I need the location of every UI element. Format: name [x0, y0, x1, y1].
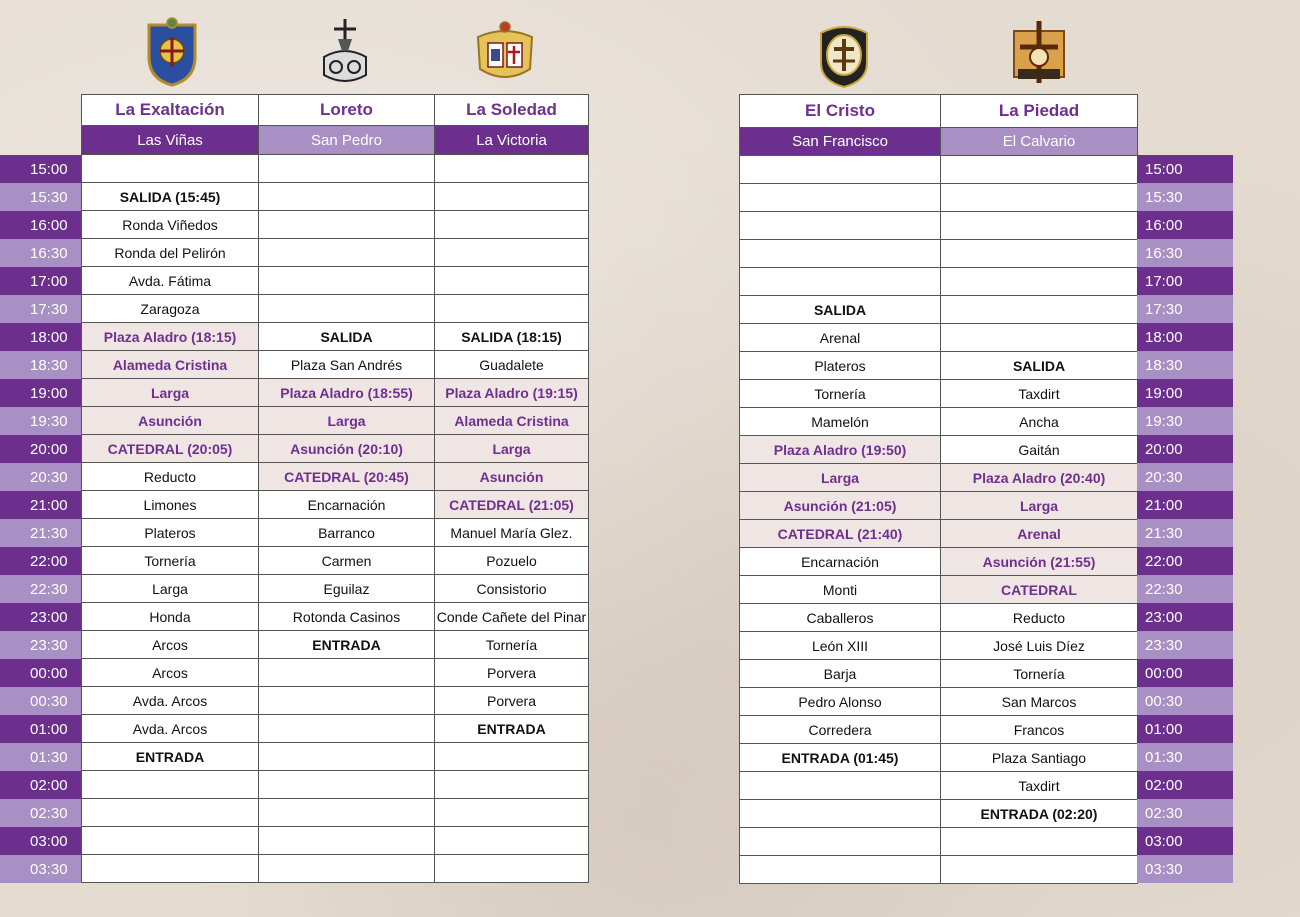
table-row: [740, 268, 1138, 296]
table-row: [82, 743, 589, 771]
time-slot: 02:30: [1137, 799, 1233, 827]
schedule-cell: [82, 827, 259, 855]
schedule-cell: SALIDA: [259, 323, 435, 351]
table-row: [740, 184, 1138, 212]
time-column-right: [1137, 155, 1219, 883]
schedule-cell: [740, 156, 941, 184]
table-row: [740, 212, 1138, 240]
time-slot: 15:00: [0, 155, 82, 183]
time-slot: 19:30: [1137, 407, 1233, 435]
schedule-cell: Ronda del Pelirón: [82, 239, 259, 267]
table-row: [82, 183, 589, 211]
table-row: [740, 324, 1138, 352]
schedule-cell: [259, 687, 435, 715]
cristo-crest-icon: [813, 19, 875, 89]
schedule-cell: [740, 856, 941, 884]
church-name: San Pedro: [259, 126, 435, 155]
schedule-cell: León XIII: [740, 632, 941, 660]
time-slot: 22:30: [1137, 575, 1233, 603]
schedule-cell: Avda. Fátima: [82, 267, 259, 295]
schedule-cell: Asunción: [82, 407, 259, 435]
schedule-cell: [259, 771, 435, 799]
table-row: [740, 240, 1138, 268]
table-row: [82, 491, 589, 519]
time-slot: 22:00: [1137, 547, 1233, 575]
schedule-cell: Avda. Arcos: [82, 715, 259, 743]
schedule-cell: Reducto: [82, 463, 259, 491]
schedule-cell: Plaza Aladro (18:15): [82, 323, 259, 351]
table-row: [740, 352, 1138, 380]
schedule-cell: CATEDRAL (21:05): [435, 491, 589, 519]
time-slot: 18:00: [1137, 323, 1233, 351]
schedule-cell: [740, 240, 941, 268]
schedule-cell: Arenal: [941, 520, 1138, 548]
schedule-cell: Ronda Viñedos: [82, 211, 259, 239]
schedule-cell: [259, 239, 435, 267]
table-row: [740, 800, 1138, 828]
table-row: [740, 744, 1138, 772]
table-row: [82, 575, 589, 603]
table-row: [82, 827, 589, 855]
time-slot: 20:30: [1137, 463, 1233, 491]
schedule-cell: SALIDA: [941, 352, 1138, 380]
schedule-cell: Taxdirt: [941, 772, 1138, 800]
schedule-cell: [259, 211, 435, 239]
schedule-cell: Arcos: [82, 659, 259, 687]
table-row: [740, 464, 1138, 492]
schedule-cell: Encarnación: [740, 548, 941, 576]
table-row: [82, 407, 589, 435]
schedule-cell: Encarnación: [259, 491, 435, 519]
schedule-cell: [740, 800, 941, 828]
schedule-cell: [740, 828, 941, 856]
schedule-cell: Consistorio: [435, 575, 589, 603]
time-slot: 01:00: [0, 715, 82, 743]
schedule-cell: Larga: [82, 575, 259, 603]
table-row: [740, 688, 1138, 716]
schedule-cell: Plateros: [82, 519, 259, 547]
schedule-cell: Honda: [82, 603, 259, 631]
schedule-cell: Barja: [740, 660, 941, 688]
table-row: [740, 828, 1138, 856]
time-slot: 16:30: [1137, 239, 1233, 267]
time-slot: 16:00: [1137, 211, 1233, 239]
table-row: [740, 772, 1138, 800]
schedule-cell: [259, 659, 435, 687]
time-slot: 21:00: [0, 491, 82, 519]
schedule-cell: [435, 855, 589, 883]
schedule-cell: CATEDRAL (21:40): [740, 520, 941, 548]
schedule-cell: Mamelón: [740, 408, 941, 436]
schedule-cell: Plateros: [740, 352, 941, 380]
time-slot: 16:00: [0, 211, 82, 239]
schedule-cell: Porvera: [435, 659, 589, 687]
time-slot: 18:00: [0, 323, 82, 351]
time-slot: 20:00: [0, 435, 82, 463]
table-row: [82, 659, 589, 687]
schedule-cell: [82, 855, 259, 883]
schedule-cell: Alameda Cristina: [435, 407, 589, 435]
time-slot: 19:00: [1137, 379, 1233, 407]
table-row: [82, 799, 589, 827]
time-slot: 02:00: [0, 771, 82, 799]
church-name: La Victoria: [435, 126, 589, 155]
time-slot: 00:00: [1137, 659, 1233, 687]
table-row: [82, 855, 589, 883]
time-slot: 19:00: [0, 379, 82, 407]
schedule-cell: ENTRADA: [82, 743, 259, 771]
time-slot: 01:30: [0, 743, 82, 771]
table-row: [82, 155, 589, 183]
table-row: [82, 631, 589, 659]
schedule-cell: [259, 855, 435, 883]
schedule-cell: [259, 715, 435, 743]
schedule-cell: SALIDA (18:15): [435, 323, 589, 351]
table-row: [82, 267, 589, 295]
schedule-cell: Corredera: [740, 716, 941, 744]
table-row: [740, 492, 1138, 520]
schedule-cell: [435, 267, 589, 295]
schedule-cell: Ancha: [941, 408, 1138, 436]
table-row: [740, 604, 1138, 632]
schedule-cell: [941, 324, 1138, 352]
brotherhood-title: El Cristo: [740, 95, 941, 128]
table-row: [740, 716, 1138, 744]
table-row: [740, 548, 1138, 576]
schedule-cell: Rotonda Casinos: [259, 603, 435, 631]
table-row: [82, 547, 589, 575]
schedule-cell: Plaza Aladro (20:40): [941, 464, 1138, 492]
time-column-left: [0, 155, 82, 883]
time-slot: 20:00: [1137, 435, 1233, 463]
schedule-cell: Barranco: [259, 519, 435, 547]
time-slot: 22:30: [0, 575, 82, 603]
table-row: [740, 436, 1138, 464]
time-slot: 20:30: [0, 463, 82, 491]
table-row: [740, 576, 1138, 604]
brotherhood-title: Loreto: [259, 95, 435, 126]
schedule-cell: Asunción (20:10): [259, 435, 435, 463]
schedule-cell: Plaza Aladro (19:15): [435, 379, 589, 407]
schedule-cell: Plaza Aladro (18:55): [259, 379, 435, 407]
time-slot: 15:00: [1137, 155, 1233, 183]
schedule-cell: Conde Cañete del Pinar: [435, 603, 589, 631]
exaltacion-crest-icon: [141, 17, 203, 87]
time-slot: 19:30: [0, 407, 82, 435]
schedule-cell: Eguilaz: [259, 575, 435, 603]
schedule-cell: SALIDA (15:45): [82, 183, 259, 211]
schedule-cell: ENTRADA: [435, 715, 589, 743]
schedule-cell: [941, 296, 1138, 324]
schedule-cell: Francos: [941, 716, 1138, 744]
time-slot: 00:00: [0, 659, 82, 687]
brotherhood-title: La Piedad: [941, 95, 1138, 128]
schedule-cell: [259, 267, 435, 295]
schedule-cell: [82, 771, 259, 799]
time-slot: 21:30: [1137, 519, 1233, 547]
table-row: [82, 519, 589, 547]
schedule-cell: [941, 268, 1138, 296]
time-slot: 03:00: [1137, 827, 1233, 855]
schedule-cell: Arcos: [82, 631, 259, 659]
soledad-crest-icon: [474, 19, 536, 89]
schedule-cell: [259, 183, 435, 211]
right-schedule-table: [739, 94, 1138, 884]
schedule-cell: Pozuelo: [435, 547, 589, 575]
schedule-cell: ENTRADA (02:20): [941, 800, 1138, 828]
schedule-cell: Alameda Cristina: [82, 351, 259, 379]
schedule-cell: Carmen: [259, 547, 435, 575]
time-slot: 21:00: [1137, 491, 1233, 519]
schedule-cell: José Luis Díez: [941, 632, 1138, 660]
loreto-crest-icon: [314, 17, 376, 87]
time-slot: 02:30: [0, 799, 82, 827]
church-name: El Calvario: [941, 128, 1138, 156]
schedule-cell: Limones: [82, 491, 259, 519]
table-row: [82, 211, 589, 239]
schedule-cell: [941, 240, 1138, 268]
time-slot: 21:30: [0, 519, 82, 547]
time-slot: 15:30: [0, 183, 82, 211]
schedule-cell: [435, 799, 589, 827]
schedule-cell: [740, 772, 941, 800]
schedule-cell: Larga: [941, 492, 1138, 520]
time-slot: 03:30: [0, 855, 82, 883]
schedule-cell: Plaza San Andrés: [259, 351, 435, 379]
schedule-cell: Asunción (21:05): [740, 492, 941, 520]
schedule-cell: [259, 743, 435, 771]
table-row: [740, 856, 1138, 884]
table-row: [740, 408, 1138, 436]
table-row: [740, 296, 1138, 324]
schedule-cell: Tornería: [435, 631, 589, 659]
schedule-cell: Asunción (21:55): [941, 548, 1138, 576]
schedule-cell: Porvera: [435, 687, 589, 715]
time-slot: 17:30: [0, 295, 82, 323]
table-row: [82, 687, 589, 715]
schedule-cell: Tornería: [82, 547, 259, 575]
schedule-cell: Tornería: [941, 660, 1138, 688]
table-row: [740, 520, 1138, 548]
table-row: [740, 156, 1138, 184]
schedule-cell: [941, 828, 1138, 856]
schedule-cell: SALIDA: [740, 296, 941, 324]
schedule-cell: Larga: [435, 435, 589, 463]
schedule-cell: [435, 155, 589, 183]
schedule-cell: [435, 743, 589, 771]
time-slot: 23:00: [0, 603, 82, 631]
time-slot: 18:30: [0, 351, 82, 379]
table-row: [82, 351, 589, 379]
table-row: [82, 603, 589, 631]
table-row: [82, 323, 589, 351]
schedule-cell: Guadalete: [435, 351, 589, 379]
left-schedule-table: [81, 94, 589, 883]
brotherhood-title: La Soledad: [435, 95, 589, 126]
schedule-cell: [435, 771, 589, 799]
schedule-cell: Manuel María Glez.: [435, 519, 589, 547]
time-slot: 03:30: [1137, 855, 1233, 883]
schedule-cell: [740, 212, 941, 240]
table-row: [740, 380, 1138, 408]
schedule-cell: Arenal: [740, 324, 941, 352]
time-slot: 01:00: [1137, 715, 1233, 743]
time-slot: 23:30: [1137, 631, 1233, 659]
schedule-cell: CATEDRAL (20:05): [82, 435, 259, 463]
schedule-cell: CATEDRAL (20:45): [259, 463, 435, 491]
time-slot: 03:00: [0, 827, 82, 855]
schedule-cell: Zaragoza: [82, 295, 259, 323]
schedule-cell: Larga: [259, 407, 435, 435]
schedule-cell: [941, 156, 1138, 184]
table-row: [82, 715, 589, 743]
schedule-cell: [435, 183, 589, 211]
time-slot: 18:30: [1137, 351, 1233, 379]
schedule-cell: Monti: [740, 576, 941, 604]
schedule-cell: Pedro Alonso: [740, 688, 941, 716]
schedule-cell: ENTRADA: [259, 631, 435, 659]
time-slot: 23:00: [1137, 603, 1233, 631]
schedule-cell: [941, 856, 1138, 884]
schedule-cell: [435, 295, 589, 323]
church-name: Las Viñas: [82, 126, 259, 155]
schedule-cell: Caballeros: [740, 604, 941, 632]
time-slot: 17:00: [0, 267, 82, 295]
time-slot: 15:30: [1137, 183, 1233, 211]
schedule-cell: ENTRADA (01:45): [740, 744, 941, 772]
time-slot: 16:30: [0, 239, 82, 267]
schedule-cell: Larga: [740, 464, 941, 492]
time-slot: 00:30: [1137, 687, 1233, 715]
schedule-cell: Plaza Santiago: [941, 744, 1138, 772]
schedule-cell: [740, 268, 941, 296]
schedule-cell: Taxdirt: [941, 380, 1138, 408]
schedule-cell: Tornería: [740, 380, 941, 408]
schedule-cell: [435, 827, 589, 855]
schedule-cell: [259, 295, 435, 323]
schedule-cell: [740, 184, 941, 212]
schedule-cell: [259, 799, 435, 827]
schedule-cell: Avda. Arcos: [82, 687, 259, 715]
schedule-cell: [82, 155, 259, 183]
schedule-cell: CATEDRAL: [941, 576, 1138, 604]
table-row: [82, 379, 589, 407]
church-name: San Francisco: [740, 128, 941, 156]
schedule-cell: [259, 827, 435, 855]
schedule-cell: Reducto: [941, 604, 1138, 632]
table-row: [82, 239, 589, 267]
table-row: [82, 463, 589, 491]
time-slot: 22:00: [0, 547, 82, 575]
time-slot: 17:00: [1137, 267, 1233, 295]
time-slot: 00:30: [0, 687, 82, 715]
schedule-cell: San Marcos: [941, 688, 1138, 716]
schedule-cell: [435, 239, 589, 267]
table-row: [82, 435, 589, 463]
schedule-cell: [259, 155, 435, 183]
schedule-cell: Larga: [82, 379, 259, 407]
schedule-cell: [435, 211, 589, 239]
time-slot: 23:30: [0, 631, 82, 659]
schedule-cell: Gaitán: [941, 436, 1138, 464]
table-row: [740, 632, 1138, 660]
time-slot: 17:30: [1137, 295, 1233, 323]
schedule-cell: [941, 184, 1138, 212]
schedule-cell: Plaza Aladro (19:50): [740, 436, 941, 464]
table-row: [82, 771, 589, 799]
schedule-cell: Asunción: [435, 463, 589, 491]
time-slot: 02:00: [1137, 771, 1233, 799]
schedule-cell: [941, 212, 1138, 240]
piedad-crest-icon: [1008, 17, 1070, 87]
schedule-cell: [82, 799, 259, 827]
brotherhood-title: La Exaltación: [82, 95, 259, 126]
table-row: [82, 295, 589, 323]
table-row: [740, 660, 1138, 688]
time-slot: 01:30: [1137, 743, 1233, 771]
